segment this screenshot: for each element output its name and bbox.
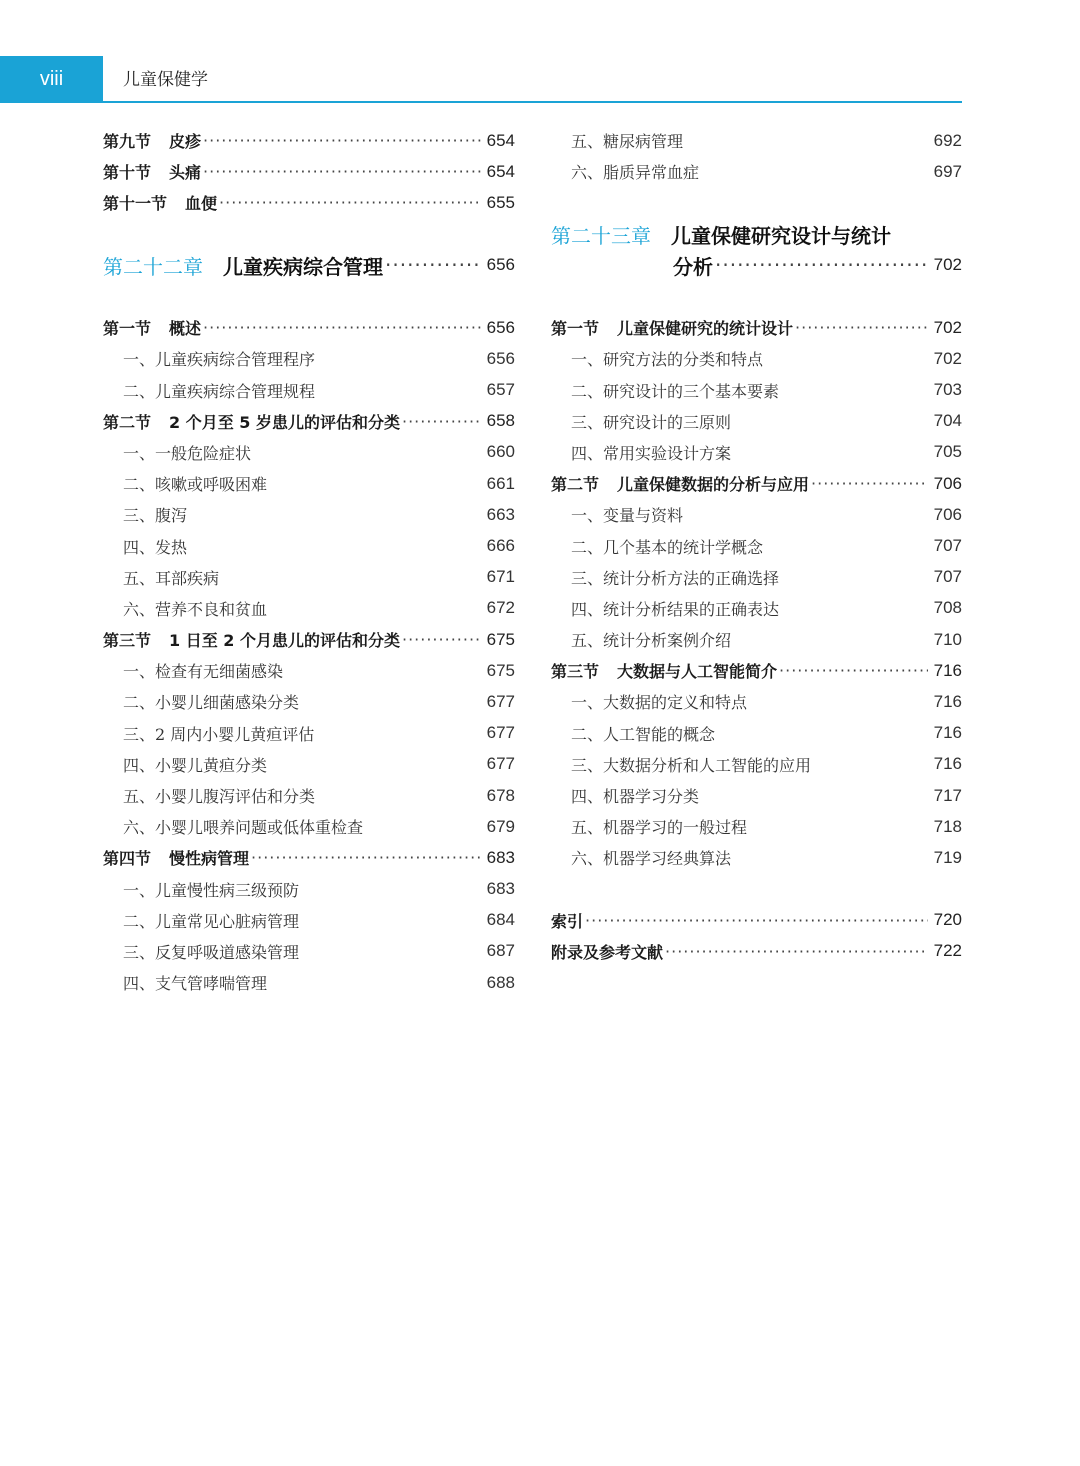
page-number: 678 <box>486 785 515 805</box>
toc-subitem[interactable] <box>103 718 515 749</box>
subitem-title: 三、统计分析方法的正确选择 <box>571 568 780 588</box>
toc-subitem[interactable] <box>103 686 515 717</box>
subitem-title: 一、大数据的定义和特点 <box>571 693 748 713</box>
page-number: 720 <box>933 910 962 930</box>
page-number-roman: viii <box>39 68 64 90</box>
page-number: 677 <box>486 723 515 743</box>
page-number: 717 <box>933 785 962 805</box>
section-title: 2 个月至 5 岁患儿的评估和分类 <box>169 412 400 432</box>
subitem-title: 二、儿童疾病综合管理规程 <box>123 381 316 401</box>
toc-section-entry[interactable] <box>103 187 515 218</box>
toc-subitem[interactable] <box>551 125 962 156</box>
section-label: 第四节 <box>103 849 152 869</box>
page-number: 658 <box>486 411 515 431</box>
toc-section-entry[interactable] <box>103 156 515 187</box>
toc-section-entry[interactable] <box>551 312 962 343</box>
section-title: 儿童保健数据的分析与应用 <box>617 475 810 495</box>
toc-section-entry[interactable] <box>103 406 515 437</box>
index-title: 索引 <box>551 911 584 931</box>
page-number: 666 <box>486 536 515 556</box>
section-label: 第九节 <box>103 132 152 152</box>
page-number: 657 <box>486 380 515 400</box>
section-title: 皮疹 <box>169 132 202 152</box>
subitem-title: 六、小婴儿喂养问题或低体重检查 <box>123 818 364 838</box>
leader-dots <box>385 253 481 277</box>
toc-subitem[interactable] <box>551 780 962 811</box>
section-label: 第十一节 <box>103 194 168 214</box>
page-number: 722 <box>933 941 962 961</box>
toc-subitem[interactable] <box>551 718 962 749</box>
toc-index-entry[interactable] <box>551 905 962 936</box>
toc-subitem[interactable] <box>551 686 962 717</box>
page-number: 718 <box>933 816 962 836</box>
subitem-title: 四、发热 <box>123 537 188 557</box>
leader-dots <box>203 318 481 337</box>
page-number: 707 <box>933 536 962 556</box>
toc-subitem[interactable] <box>551 406 962 437</box>
toc-subitem[interactable] <box>551 499 962 530</box>
section-label: 第二节 <box>551 475 600 495</box>
page-number: 683 <box>486 879 515 899</box>
page-number: 677 <box>486 754 515 774</box>
subitem-title: 四、支气管哮喘管理 <box>123 974 268 994</box>
toc-chapter-23-continued[interactable] <box>551 250 962 281</box>
page-number: 716 <box>933 754 962 774</box>
subitem-title: 二、几个基本的统计学概念 <box>571 537 764 557</box>
leader-dots <box>585 911 928 930</box>
subitem-title: 二、研究设计的三个基本要素 <box>571 381 780 401</box>
subitem-title: 四、小婴儿黄疸分类 <box>123 755 268 775</box>
leader-dots <box>811 474 928 493</box>
toc-subitem[interactable] <box>551 811 962 842</box>
leader-dots <box>402 630 481 649</box>
toc-subitem[interactable] <box>551 842 962 873</box>
page-number: 703 <box>933 380 962 400</box>
page-number: 655 <box>486 192 515 212</box>
page-number: 672 <box>486 598 515 618</box>
toc-subitem[interactable] <box>551 375 962 406</box>
page-number: 654 <box>486 161 515 181</box>
toc-subitem[interactable] <box>551 343 962 374</box>
leader-dots <box>779 661 928 680</box>
toc-section-entry[interactable] <box>551 655 962 686</box>
page-number: 688 <box>486 972 515 992</box>
subitem-title: 一、儿童疾病综合管理程序 <box>123 350 316 370</box>
leader-dots <box>251 848 481 867</box>
appendix-title: 附录及参考文献 <box>551 942 664 962</box>
section-title: 概述 <box>169 319 202 339</box>
subitem-title: 四、机器学习分类 <box>571 787 700 807</box>
page-number: 716 <box>933 723 962 743</box>
page-number: 716 <box>933 660 962 680</box>
toc-subitem[interactable] <box>103 874 515 905</box>
subitem-title: 四、统计分析结果的正确表达 <box>571 599 780 619</box>
subitem-title: 三、大数据分析和人工智能的应用 <box>571 755 812 775</box>
subitem-title: 三、研究设计的三原则 <box>571 412 732 432</box>
subitem-title: 五、统计分析案例介绍 <box>571 631 732 651</box>
section-title: 儿童保健研究的统计设计 <box>617 319 794 339</box>
section-label: 第十节 <box>103 163 152 183</box>
toc-subitem[interactable] <box>103 562 515 593</box>
toc-left-column <box>103 125 515 998</box>
leader-dots <box>402 412 481 431</box>
toc-subitem[interactable] <box>551 593 962 624</box>
page-number: 683 <box>486 847 515 867</box>
section-label: 第三节 <box>551 662 600 682</box>
chapter-label: 第二十二章 <box>103 254 203 279</box>
section-label: 第三节 <box>103 631 152 651</box>
page-number: 692 <box>933 130 962 150</box>
page-number: 702 <box>933 255 962 275</box>
subitem-title: 六、脂质异常血症 <box>571 163 700 183</box>
chapter-title: 儿童疾病综合管理 <box>223 254 383 279</box>
toc-subitem[interactable] <box>103 468 515 499</box>
leader-dots <box>203 131 481 150</box>
chapter-title-line2: 分析 <box>673 254 713 279</box>
page-number: 660 <box>486 442 515 462</box>
page-number: 708 <box>933 598 962 618</box>
subitem-title: 一、儿童慢性病三级预防 <box>123 880 300 900</box>
page-number: 656 <box>486 317 515 337</box>
toc-subitem[interactable] <box>103 749 515 780</box>
subitem-title: 五、糖尿病管理 <box>571 132 684 152</box>
page-number: 677 <box>486 691 515 711</box>
page-number: 697 <box>933 161 962 181</box>
page-number: 675 <box>486 629 515 649</box>
page-number: 702 <box>933 317 962 337</box>
toc-subitem[interactable] <box>103 437 515 468</box>
toc-subitem[interactable] <box>103 905 515 936</box>
chapter-label: 第二十三章 <box>551 223 651 248</box>
section-label: 第一节 <box>551 319 600 339</box>
toc-chapter-22[interactable] <box>103 250 515 281</box>
subitem-title: 四、常用实验设计方案 <box>571 443 732 463</box>
toc-subitem[interactable] <box>551 562 962 593</box>
page-number: 679 <box>486 816 515 836</box>
section-title: 血便 <box>185 194 218 214</box>
page-number: 671 <box>486 567 515 587</box>
page-number: 675 <box>486 660 515 680</box>
page-number: 710 <box>933 629 962 649</box>
toc-chapter-23[interactable] <box>551 219 962 250</box>
subitem-title: 一、研究方法的分类和特点 <box>571 350 764 370</box>
subitem-title: 三、腹泻 <box>123 506 188 526</box>
leader-dots <box>203 162 481 181</box>
page-number: 654 <box>486 130 515 150</box>
toc-subitem[interactable] <box>103 593 515 624</box>
subitem-title: 二、人工智能的概念 <box>571 724 716 744</box>
page-number: 661 <box>486 473 515 493</box>
leader-dots <box>715 253 928 277</box>
toc-subitem[interactable] <box>551 530 962 561</box>
page-number: 707 <box>933 567 962 587</box>
toc-subitem[interactable] <box>103 375 515 406</box>
toc-subitem[interactable] <box>551 624 962 655</box>
page-number: 663 <box>486 504 515 524</box>
toc-section-entry[interactable] <box>103 624 515 655</box>
page-number: 706 <box>933 473 962 493</box>
header-rule <box>103 101 962 103</box>
section-label: 第二节 <box>103 412 152 432</box>
toc-subitem[interactable] <box>103 780 515 811</box>
toc-appendix-entry[interactable] <box>551 936 962 967</box>
toc-subitem[interactable] <box>103 655 515 686</box>
chapter-title-line1: 儿童保健研究设计与统计 <box>671 223 891 248</box>
page-number: 656 <box>486 255 515 275</box>
section-title: 慢性病管理 <box>169 849 250 869</box>
page-number: 706 <box>933 504 962 524</box>
toc-section-entry[interactable] <box>551 468 962 499</box>
subitem-title: 一、变量与资料 <box>571 506 684 526</box>
section-title: 头痛 <box>169 163 202 183</box>
subitem-title: 五、机器学习的一般过程 <box>571 818 748 838</box>
subitem-title: 五、耳部疾病 <box>123 568 220 588</box>
page-number: 705 <box>933 442 962 462</box>
toc-subitem[interactable] <box>551 749 962 780</box>
subitem-title: 六、机器学习经典算法 <box>571 849 732 869</box>
subitem-title: 三、2 周内小婴儿黄疸评估 <box>123 724 315 744</box>
page-number: 656 <box>486 348 515 368</box>
book-title: 儿童保健学 <box>123 70 208 90</box>
toc-subitem[interactable] <box>103 499 515 530</box>
toc-subitem[interactable] <box>103 530 515 561</box>
toc-right-column <box>551 125 962 967</box>
page-number: 716 <box>933 691 962 711</box>
toc-section-entry[interactable] <box>103 125 515 156</box>
toc-subitem[interactable] <box>103 343 515 374</box>
section-label: 第一节 <box>103 319 152 339</box>
page-number: 702 <box>933 348 962 368</box>
subitem-title: 二、咳嗽或呼吸困难 <box>123 475 268 495</box>
subitem-title: 二、小婴儿细菌感染分类 <box>123 693 300 713</box>
subitem-title: 三、反复呼吸道感染管理 <box>123 942 300 962</box>
toc-subitem[interactable] <box>103 936 515 967</box>
page-number: 684 <box>486 910 515 930</box>
toc-subitem[interactable] <box>551 437 962 468</box>
page-number: 704 <box>933 411 962 431</box>
subitem-title: 一、一般危险症状 <box>123 443 252 463</box>
subitem-title: 五、小婴儿腹泻评估和分类 <box>123 787 316 807</box>
subitem-title: 一、检查有无细菌感染 <box>123 662 284 682</box>
leader-dots <box>795 318 928 337</box>
leader-dots <box>219 193 481 212</box>
toc-section-entry[interactable] <box>103 842 515 873</box>
page-number: 719 <box>933 847 962 867</box>
toc-subitem[interactable] <box>551 156 962 187</box>
toc-section-entry[interactable] <box>103 312 515 343</box>
page-number: 687 <box>486 941 515 961</box>
section-title: 大数据与人工智能简介 <box>617 662 778 682</box>
leader-dots <box>665 942 928 961</box>
subitem-title: 二、儿童常见心脏病管理 <box>123 911 300 931</box>
toc-subitem[interactable] <box>103 811 515 842</box>
toc-subitem[interactable] <box>103 967 515 998</box>
subitem-title: 六、营养不良和贫血 <box>123 599 268 619</box>
section-title: 1 日至 2 个月患儿的评估和分类 <box>169 631 400 651</box>
